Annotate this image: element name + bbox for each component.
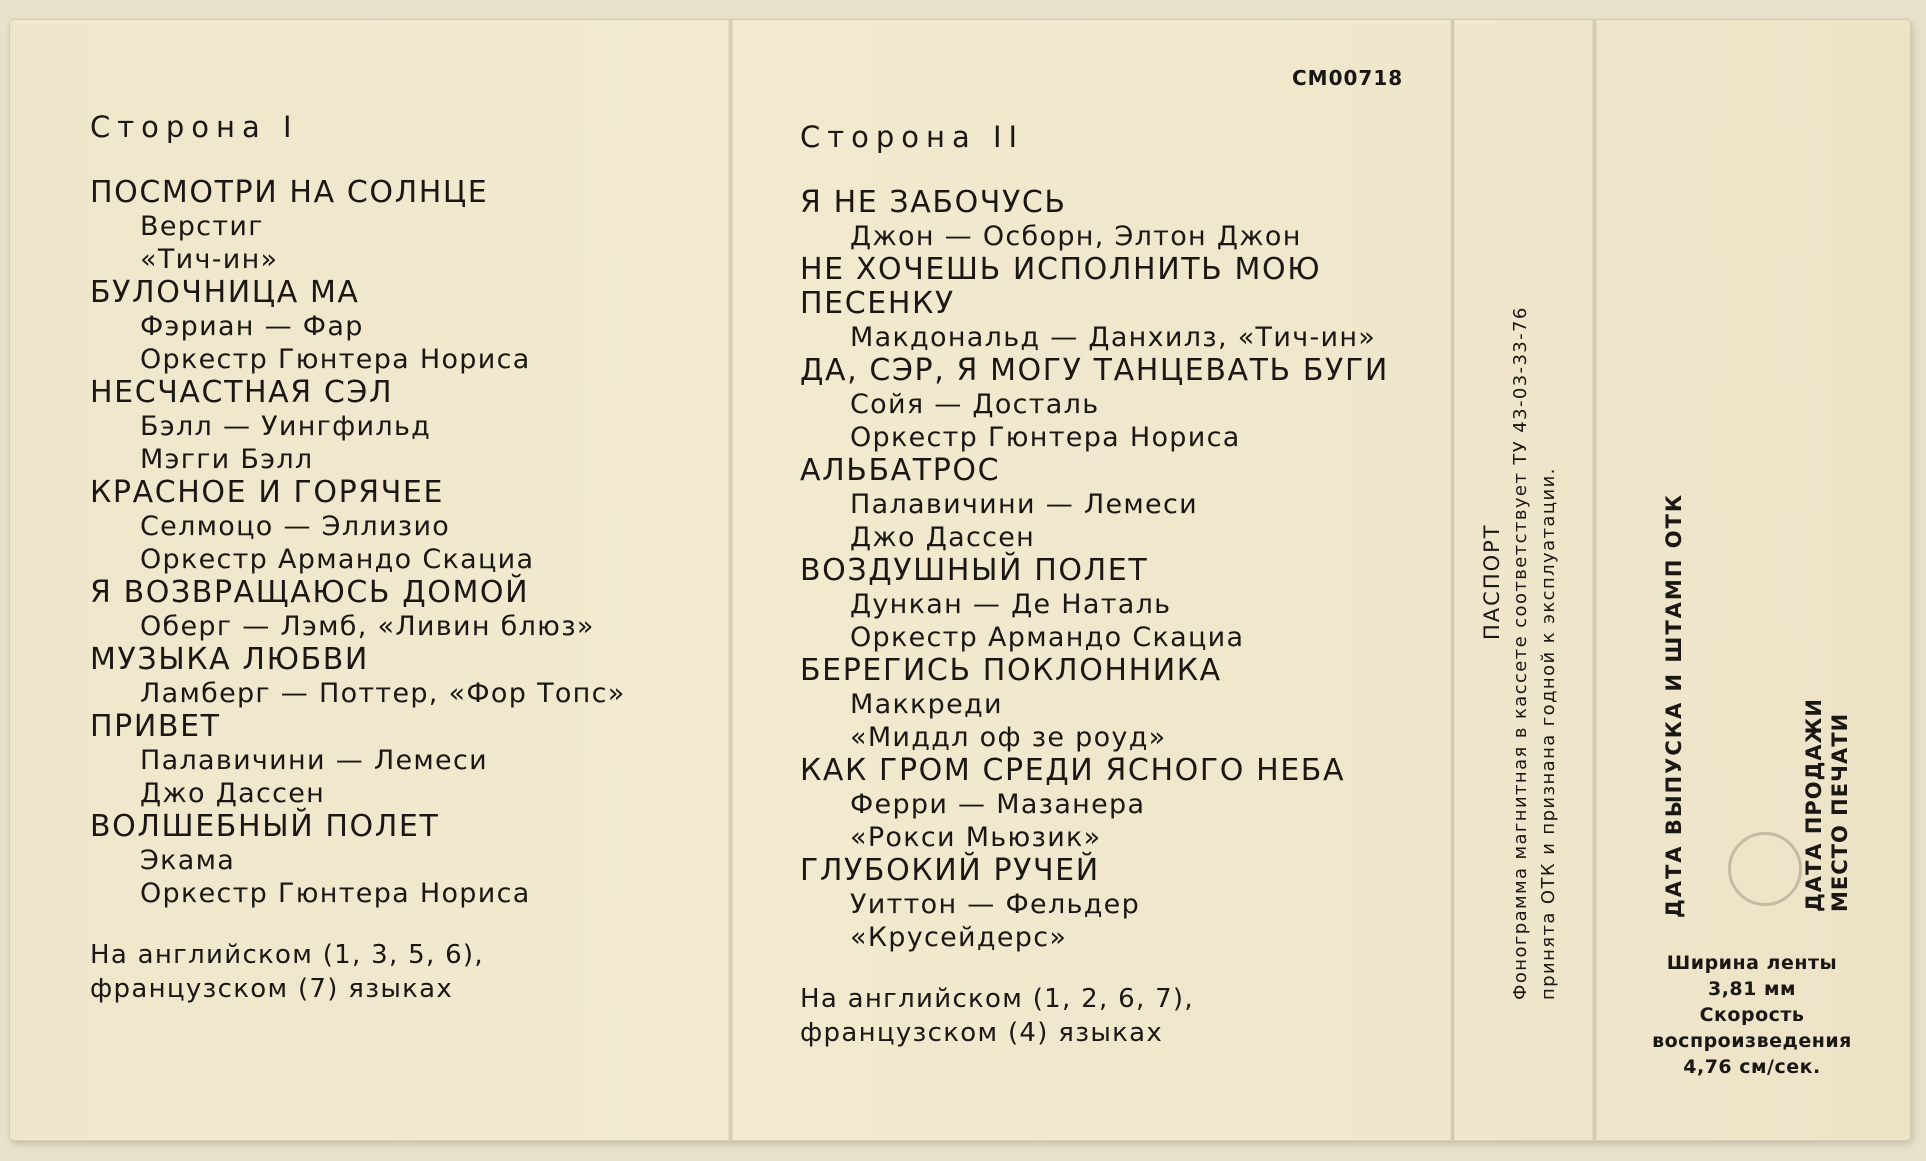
track-title: НЕСЧАСТНАЯ СЭЛ [90, 375, 394, 410]
track-credit: Ферри — Мазанера [850, 789, 1146, 820]
track-credit: Оркестр Гюнтера Нориса [140, 878, 531, 909]
track-credit: Сойя — Досталь [850, 389, 1100, 420]
side-1-heading: Сторона I [90, 110, 299, 144]
side-2-panel [800, 120, 1440, 1050]
track-title: АЛЬБАТРОС [800, 453, 1001, 488]
track-credit: Экама [140, 845, 236, 876]
track-credit: Джо Дассен [850, 522, 1036, 553]
track-credit: Оркестр Гюнтера Нориса [140, 344, 531, 375]
otk-stamp-icon [1728, 832, 1802, 906]
track-title: Я НЕ ЗАБОЧУСЬ [800, 185, 1067, 220]
track-credit: Оркестр Армандо Скациа [140, 544, 535, 575]
track-credit: Дункан — Де Наталь [850, 589, 1172, 620]
passport-line-2: принята ОТК и признана годной к эксплуатации. [1538, 467, 1559, 1000]
fold-line [728, 20, 734, 1140]
track-credit: Мэгги Бэлл [140, 444, 314, 475]
track-credit: Уиттон — Фельдер [850, 889, 1141, 920]
track-credit: Оркестр Гюнтера Нориса [850, 422, 1241, 453]
speed-label: Скорость [1699, 1004, 1805, 1026]
track-credit: Джо Дассен [140, 778, 326, 809]
track-credit: «Рокси Мьюзик» [850, 822, 1102, 853]
track-title: ПРИВЕТ [90, 709, 221, 744]
side-1-language-note: На английском (1, 3, 5, 6), французском (7) языках [90, 940, 484, 1004]
track-title: ПОСМОТРИ НА СОЛНЦЕ [90, 175, 489, 210]
side-2-tracklist [800, 186, 1440, 954]
speed-value: 4,76 см/сек. [1683, 1056, 1821, 1078]
side-1-panel [90, 110, 710, 1006]
side-2-language-note: На английском (1, 2, 6, 7), французском (4) языках [800, 984, 1194, 1048]
fold-line [1592, 20, 1598, 1140]
track-title: БЕРЕГИСЬ ПОКЛОННИКА [800, 653, 1222, 688]
release-date-label: ДАТА ВЫПУСКА И ШТАМП ОТК [1662, 492, 1686, 918]
track-credit: Оркестр Армандо Скациа [850, 622, 1245, 653]
side-2-heading: Сторона II [800, 120, 1025, 154]
tape-width-label: Ширина ленты [1666, 952, 1838, 974]
cassette-insert-card [10, 20, 1910, 1140]
track-credit: Палавичини — Лемеси [850, 489, 1198, 520]
track-credit: Макдональд — Данхилз, «Тич-ин» [850, 322, 1377, 353]
passport-title: ПАСПОРТ [1480, 523, 1504, 640]
track-credit: Селмоцо — Эллизио [140, 511, 451, 542]
track-credit: Оберг — Лэмб, «Ливин блюз» [140, 611, 595, 642]
track-credit: «Крусейдерс» [850, 922, 1068, 953]
catalog-number: СМ00718 [1292, 66, 1404, 90]
track-title: ПЕСЕНКУ [800, 286, 955, 321]
track-credit: Маккреди [850, 689, 1003, 720]
fold-line [1450, 20, 1456, 1140]
side-1-tracklist [90, 176, 710, 910]
track-title: НЕ ХОЧЕШЬ ИСПОЛНИТЬ МОЮ [800, 252, 1322, 287]
tape-width-value: 3,81 мм [1707, 978, 1797, 1000]
sale-date-label: ДАТА ПРОДАЖИ [1802, 698, 1826, 912]
track-title: КАК ГРОМ СРЕДИ ЯСНОГО НЕБА [800, 753, 1346, 788]
track-credit: Бэлл — Уингфильд [140, 411, 432, 442]
track-credit: Ламберг — Поттер, «Фор Топс» [140, 678, 626, 709]
track-credit: Верстиг [140, 211, 264, 242]
track-title: ГЛУБОКИЙ РУЧЕЙ [800, 853, 1100, 888]
track-credit: «Тич-ин» [140, 244, 279, 275]
track-credit: Фэриан — Фар [140, 311, 364, 342]
passport-line-1: Фонограмма магнитная в кассете соответствует ТУ 43-03-33-76 [1510, 306, 1531, 1000]
track-title: ДА, СЭР, Я МОГУ ТАНЦЕВАТЬ БУГИ [800, 353, 1389, 388]
track-title: БУЛОЧНИЦА МА [90, 275, 360, 310]
track-title: Я ВОЗВРАЩАЮСЬ ДОМОЙ [90, 575, 530, 610]
track-title: ВОЗДУШНЫЙ ПОЛЕТ [800, 553, 1149, 588]
track-title: ВОЛШЕБНЫЙ ПОЛЕТ [90, 809, 440, 844]
tape-spec [1632, 950, 1872, 1080]
track-title: МУЗЫКА ЛЮБВИ [90, 642, 369, 677]
track-credit: «Миддл оф зе роуд» [850, 722, 1167, 753]
print-place-label: МЕСТО ПЕЧАТИ [1828, 712, 1852, 912]
track-credit: Палавичини — Лемеси [140, 745, 488, 776]
speed-label-2: воспроизведения [1652, 1030, 1852, 1052]
track-credit: Джон — Осборн, Элтон Джон [850, 221, 1302, 252]
track-title: КРАСНОЕ И ГОРЯЧЕЕ [90, 475, 445, 510]
